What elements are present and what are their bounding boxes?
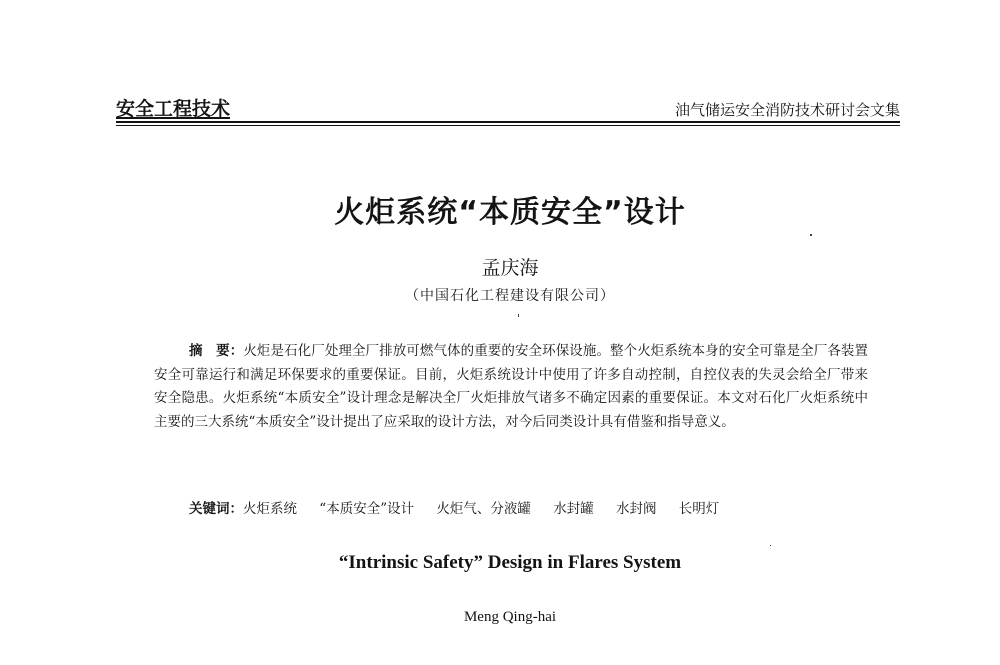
publication-name: 油气储运安全消防技术研讨会文集	[674, 101, 900, 119]
keyword: 火炬气、分液罐	[436, 501, 531, 517]
header-rule-thick	[116, 121, 900, 123]
section-name: 安全工程技术	[116, 98, 231, 120]
keywords-label: 关键词：	[189, 501, 243, 517]
author-affiliation: （中国石化工程建设有限公司）	[405, 288, 615, 304]
english-title: “Intrinsic Safety” Design in Flares System	[338, 552, 682, 573]
header-rule-thin	[116, 125, 900, 126]
scan-speck	[770, 545, 771, 546]
abstract	[154, 340, 868, 434]
keyword: “本质安全”设计	[319, 501, 415, 517]
paper-title: 火炬系统“本质安全”设计	[334, 195, 686, 230]
keywords	[189, 498, 889, 520]
keyword: 水封罐	[553, 501, 594, 517]
abstract-label: 摘 要：	[189, 343, 244, 359]
author-name: 孟庆海	[481, 257, 539, 279]
keyword: 长明灯	[678, 501, 720, 517]
scan-speck	[810, 234, 812, 236]
keyword: 水封阀	[616, 501, 657, 517]
keyword: 火炬系统	[243, 501, 297, 517]
english-author: Meng Qing-hai	[463, 609, 557, 625]
scan-speck	[518, 314, 519, 317]
abstract-text: 火炬是石化厂处理全厂排放可燃气体的重要的安全环保设施。整个火炬系统本身的安全可靠是全厂各装置安全可靠运行和满足环保要求的重要保证。目前，火炬系统设计中使用了许多自动控制，自控仪表的失灵会给全厂带来安全隐患。火炬系统“本质安全”设计理念是解决全厂火炬排放气诸多不确定因素的重要保证。本文对石化厂火炬系统中主要的三大系统“本质安全”设计提出了应采取的设计方法，对今后同类设计具有借鉴和指导意义。	[154, 343, 869, 430]
